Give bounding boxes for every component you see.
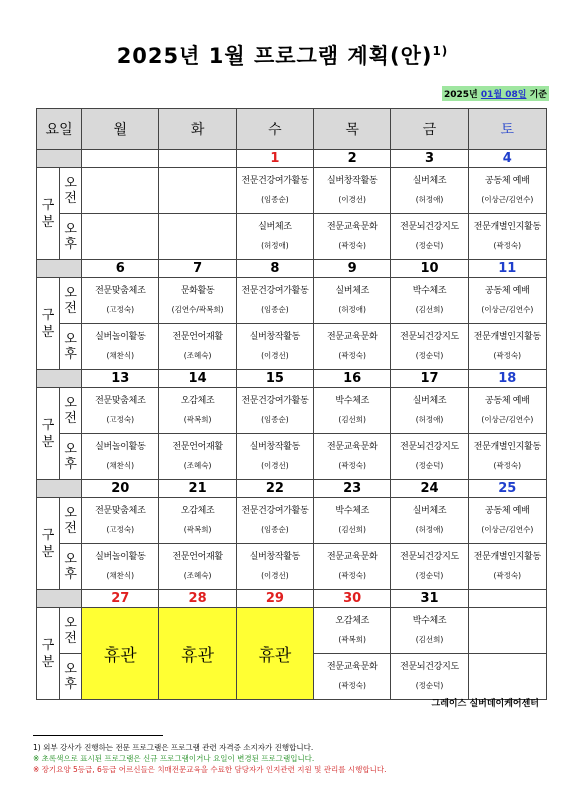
program-name: 전문개별인지활동 <box>473 442 541 452</box>
date-cell: 31 <box>391 590 468 608</box>
date-cell: 8 <box>236 260 313 278</box>
am-row <box>37 168 547 214</box>
program-name: 전문맞춤체조 <box>95 396 146 406</box>
date-cell: 16 <box>314 370 391 388</box>
instructor-name: (고정숙) <box>106 305 135 314</box>
instructor-name: (정순덕) <box>415 571 444 580</box>
date-cell: 27 <box>82 590 159 608</box>
program-cell <box>82 434 159 480</box>
program-name: 박수체조 <box>412 286 447 296</box>
am-row <box>37 498 547 544</box>
program-cell <box>391 498 468 544</box>
date-cell <box>159 150 236 168</box>
pm-label <box>60 214 82 260</box>
instructor-name: (정순덕) <box>415 681 444 690</box>
pm-label <box>60 434 82 480</box>
program-name: 실버놀이활동 <box>95 442 146 452</box>
instructor-name: (임종순) <box>261 305 289 314</box>
basis-prefix: 2025년 <box>444 90 481 100</box>
program-cell <box>391 608 468 654</box>
program-cell <box>314 434 391 480</box>
instructor-name: (곽정숙) <box>338 461 366 470</box>
program-name: 전문교육문화 <box>327 222 378 232</box>
group-label <box>37 388 60 480</box>
vertical-text: 오전 <box>64 285 77 316</box>
header-sat: 토 <box>468 109 546 150</box>
am-label <box>60 498 82 544</box>
date-cell: 1 <box>236 150 313 168</box>
instructor-name: (정순덕) <box>415 461 444 470</box>
program-name: 전문맞춤체조 <box>95 286 146 296</box>
pm-row <box>37 214 547 260</box>
header-row <box>37 109 547 150</box>
am-label <box>60 278 82 324</box>
program-cell <box>391 278 468 324</box>
program-name: 전문개별인지활동 <box>473 552 541 562</box>
program-cell <box>468 278 546 324</box>
program-name: 전문건강여가활동 <box>241 506 309 516</box>
instructor-name: (곽정숙) <box>493 351 522 360</box>
program-name: 전문교육문화 <box>327 442 378 452</box>
date-cell <box>82 150 159 168</box>
date-cell: 24 <box>391 480 468 498</box>
center-name: 그레이스 실버데이케어센터 <box>431 699 539 709</box>
instructor-name: (이경선) <box>261 351 289 360</box>
program-name: 실버체조 <box>412 506 447 516</box>
instructor-name: (곽정숙) <box>493 461 522 470</box>
program-cell <box>82 388 159 434</box>
instructor-name: (허정애) <box>415 195 444 204</box>
program-name: 전문건강여가활동 <box>241 396 309 406</box>
date-row-spacer <box>37 480 82 498</box>
program-name: 공동체 예배 <box>485 506 530 516</box>
vertical-text: 오후 <box>64 221 77 252</box>
program-cell <box>159 498 236 544</box>
program-name: 공동체 예배 <box>485 176 530 186</box>
program-name: 실버놀이활동 <box>95 552 146 562</box>
instructor-name: (채찬식) <box>106 461 135 470</box>
instructor-name: (임종순) <box>261 525 289 534</box>
program-cell <box>468 654 546 700</box>
footnote-2: ※ 초록색으로 표시된 프로그램은 신규 프로그램이거나 요일이 변경된 프로그램입니다. <box>33 754 315 763</box>
program-cell <box>314 608 391 654</box>
program-name: 실버체조 <box>412 396 447 406</box>
date-cell: 15 <box>236 370 313 388</box>
pm-label <box>60 544 82 590</box>
program-cell <box>468 498 546 544</box>
date-cell <box>468 590 546 608</box>
program-cell <box>468 608 546 654</box>
instructor-name: (김선희) <box>415 635 444 644</box>
am-row <box>37 278 547 324</box>
date-cell: 13 <box>82 370 159 388</box>
program-cell <box>236 544 313 590</box>
program-cell <box>314 278 391 324</box>
pm-row <box>37 544 547 590</box>
program-cell <box>468 168 546 214</box>
date-cell: 20 <box>82 480 159 498</box>
instructor-name: (이상근/김연수) <box>481 415 534 424</box>
program-name: 전문뇌건강지도 <box>400 662 459 672</box>
program-cell <box>314 388 391 434</box>
header-mon: 월 <box>82 109 159 150</box>
footnote-1: 1) 외부 강사가 진행하는 전문 프로그램은 프로그램 관련 자격증 소지자가 진행합니다. <box>33 743 314 752</box>
program-name: 실버창작활동 <box>249 442 301 452</box>
vertical-text: 오후 <box>64 441 77 472</box>
program-cell <box>236 388 313 434</box>
program-name: 전문언어재활 <box>172 552 223 562</box>
schedule-table <box>36 108 547 700</box>
program-name: 공동체 예배 <box>485 286 530 296</box>
date-cell: 28 <box>159 590 236 608</box>
basis-date-highlight: 01월 08일 <box>480 90 527 100</box>
program-name: 실버창작활동 <box>327 176 378 186</box>
program-cell <box>391 434 468 480</box>
program-cell <box>468 388 546 434</box>
footnote-3: ※ 장기요양 5등급, 6등급 어르신들은 치매전문교육을 수료한 담당자가 인지관련 지원 및 관리를 시행합니다. <box>33 765 387 774</box>
instructor-name: (곽복희) <box>183 415 212 424</box>
group-label <box>37 608 60 700</box>
program-name: 전문뇌건강지도 <box>400 332 459 342</box>
program-cell <box>236 434 313 480</box>
program-cell <box>159 544 236 590</box>
instructor-name: (곽정숙) <box>338 571 366 580</box>
program-cell <box>236 168 313 214</box>
instructor-name: (허정애) <box>261 241 289 250</box>
program-cell <box>159 388 236 434</box>
page-title-text: 2025년 1월 프로그램 계획(안) <box>116 44 433 68</box>
program-cell <box>391 324 468 370</box>
header-tue: 화 <box>159 109 236 150</box>
program-cell <box>391 168 468 214</box>
instructor-name: (이상근/김연수) <box>481 525 534 534</box>
program-cell <box>391 544 468 590</box>
date-row-spacer <box>37 150 82 168</box>
instructor-name: (이경선) <box>261 461 289 470</box>
instructor-name: (임종순) <box>261 195 289 204</box>
date-cell: 23 <box>314 480 391 498</box>
program-cell <box>82 168 159 214</box>
vertical-text: 오후 <box>64 551 77 582</box>
basis-suffix: 기준 <box>526 90 547 100</box>
instructor-name: (조혜숙) <box>183 571 212 580</box>
date-cell: 17 <box>391 370 468 388</box>
program-name: 실버체조 <box>412 176 447 186</box>
program-name: 실버체조 <box>258 222 292 232</box>
vertical-text: 오전 <box>64 175 77 206</box>
program-name: 전문건강여가활동 <box>241 176 309 186</box>
program-name: 박수체조 <box>335 396 369 406</box>
date-row <box>37 480 547 498</box>
date-cell: 6 <box>82 260 159 278</box>
program-cell <box>314 544 391 590</box>
vertical-text: 오전 <box>64 505 77 536</box>
program-cell <box>468 324 546 370</box>
basis-date <box>442 86 549 101</box>
vertical-text: 오후 <box>64 661 77 692</box>
program-name: 박수체조 <box>335 506 369 516</box>
program-cell <box>391 388 468 434</box>
program-name: 전문언어재활 <box>172 442 223 452</box>
date-cell: 30 <box>314 590 391 608</box>
program-cell <box>82 544 159 590</box>
program-cell <box>236 214 313 260</box>
vertical-text: 구분 <box>41 527 55 560</box>
program-name: 실버창작활동 <box>249 552 301 562</box>
date-cell: 3 <box>391 150 468 168</box>
program-cell <box>236 498 313 544</box>
header-thu: 목 <box>314 109 391 150</box>
vertical-text: 구분 <box>41 417 55 450</box>
vertical-text: 구분 <box>41 637 55 670</box>
am-label <box>60 388 82 434</box>
header-fri: 금 <box>391 109 468 150</box>
instructor-name: (김선희) <box>338 525 366 534</box>
instructor-name: (고정숙) <box>106 525 135 534</box>
program-cell <box>236 278 313 324</box>
instructor-name: (이경선) <box>261 571 289 580</box>
program-cell <box>82 324 159 370</box>
program-cell <box>314 324 391 370</box>
pm-row <box>37 324 547 370</box>
instructor-name: (허정애) <box>415 415 444 424</box>
group-label <box>37 168 60 260</box>
program-name: 박수체조 <box>412 616 447 626</box>
program-name: 전문개별인지활동 <box>473 332 541 342</box>
date-cell: 25 <box>468 480 546 498</box>
vertical-text: 오전 <box>64 395 77 426</box>
instructor-name: (김연수/곽복희) <box>171 305 224 314</box>
page-title <box>0 40 565 70</box>
holiday-cell: 휴관 <box>159 608 236 700</box>
instructor-name: (곽정숙) <box>493 571 522 580</box>
am-row <box>37 388 547 434</box>
instructor-name: (정순덕) <box>415 241 444 250</box>
program-name: 오감체조 <box>180 396 215 406</box>
program-name: 전문교육문화 <box>327 332 378 342</box>
program-name: 오감체조 <box>180 506 215 516</box>
program-cell <box>314 654 391 700</box>
date-cell: 10 <box>391 260 468 278</box>
program-cell <box>391 654 468 700</box>
vertical-text: 구분 <box>41 197 55 230</box>
program-name: 오감체조 <box>335 616 369 626</box>
am-label <box>60 608 82 654</box>
date-row-spacer <box>37 590 82 608</box>
date-row-spacer <box>37 370 82 388</box>
program-name: 전문맞춤체조 <box>95 506 146 516</box>
instructor-name: (김선희) <box>338 415 366 424</box>
program-name: 전문개별인지활동 <box>473 222 541 232</box>
instructor-name: (조혜숙) <box>183 461 212 470</box>
program-cell <box>82 278 159 324</box>
date-cell: 14 <box>159 370 236 388</box>
program-name: 전문건강여가활동 <box>241 286 309 296</box>
program-cell <box>468 434 546 480</box>
program-name: 전문교육문화 <box>327 662 378 672</box>
header-wed: 수 <box>236 109 313 150</box>
program-name: 전문교육문화 <box>327 552 378 562</box>
program-cell <box>159 278 236 324</box>
program-name: 공동체 예배 <box>485 396 530 406</box>
program-name: 전문뇌건강지도 <box>400 222 459 232</box>
holiday-cell: 휴관 <box>82 608 159 700</box>
instructor-name: (허정애) <box>338 305 366 314</box>
program-cell <box>159 324 236 370</box>
date-row <box>37 150 547 168</box>
program-name: 전문뇌건강지도 <box>400 442 459 452</box>
program-name: 문화활동 <box>180 286 215 296</box>
pm-row <box>37 434 547 480</box>
holiday-cell: 휴관 <box>236 608 313 700</box>
instructor-name: (이경선) <box>338 195 366 204</box>
instructor-name: (조혜숙) <box>183 351 212 360</box>
date-row <box>37 370 547 388</box>
program-cell <box>314 214 391 260</box>
date-row <box>37 260 547 278</box>
date-cell: 2 <box>314 150 391 168</box>
date-row <box>37 590 547 608</box>
header-yoil: 요일 <box>37 109 82 150</box>
am-label <box>60 168 82 214</box>
program-cell <box>159 434 236 480</box>
vertical-text: 오후 <box>64 331 77 362</box>
instructor-name: (고정숙) <box>106 415 135 424</box>
date-cell: 11 <box>468 260 546 278</box>
program-cell <box>159 214 236 260</box>
program-cell <box>468 544 546 590</box>
vertical-text: 오전 <box>64 615 77 646</box>
date-row-spacer <box>37 260 82 278</box>
instructor-name: (곽정숙) <box>338 351 366 360</box>
program-cell <box>391 214 468 260</box>
instructor-name: (이상근/김연수) <box>481 195 534 204</box>
program-cell <box>159 168 236 214</box>
program-name: 전문뇌건강지도 <box>400 552 459 562</box>
instructor-name: (채찬식) <box>106 351 135 360</box>
program-cell <box>468 214 546 260</box>
instructor-name: (곽정숙) <box>338 681 366 690</box>
program-name: 전문언어재활 <box>172 332 223 342</box>
program-cell <box>314 168 391 214</box>
am-row <box>37 608 547 654</box>
pm-label <box>60 324 82 370</box>
instructor-name: (곽복희) <box>183 525 212 534</box>
date-cell: 29 <box>236 590 313 608</box>
program-cell <box>82 498 159 544</box>
program-name: 실버창작활동 <box>249 332 301 342</box>
program-name: 실버놀이활동 <box>95 332 146 342</box>
instructor-name: (곽정숙) <box>338 241 366 250</box>
date-cell: 7 <box>159 260 236 278</box>
instructor-name: (임종순) <box>261 415 289 424</box>
vertical-text: 구분 <box>41 307 55 340</box>
date-cell: 18 <box>468 370 546 388</box>
date-cell: 9 <box>314 260 391 278</box>
instructor-name: (허정애) <box>415 525 444 534</box>
instructor-name: (곽정숙) <box>493 241 522 250</box>
pm-label <box>60 654 82 700</box>
program-cell <box>82 214 159 260</box>
footnote-divider <box>33 735 163 736</box>
group-label <box>37 498 60 590</box>
instructor-name: (김선희) <box>415 305 444 314</box>
date-cell: 21 <box>159 480 236 498</box>
date-cell: 22 <box>236 480 313 498</box>
program-name: 실버체조 <box>335 286 369 296</box>
instructor-name: (곽복희) <box>338 635 366 644</box>
title-footnote-mark: 1) <box>432 44 449 58</box>
date-cell: 4 <box>468 150 546 168</box>
group-label <box>37 278 60 370</box>
instructor-name: (정순덕) <box>415 351 444 360</box>
program-cell <box>236 324 313 370</box>
program-cell <box>314 498 391 544</box>
instructor-name: (이상근/김연수) <box>481 305 534 314</box>
instructor-name: (채찬식) <box>106 571 135 580</box>
